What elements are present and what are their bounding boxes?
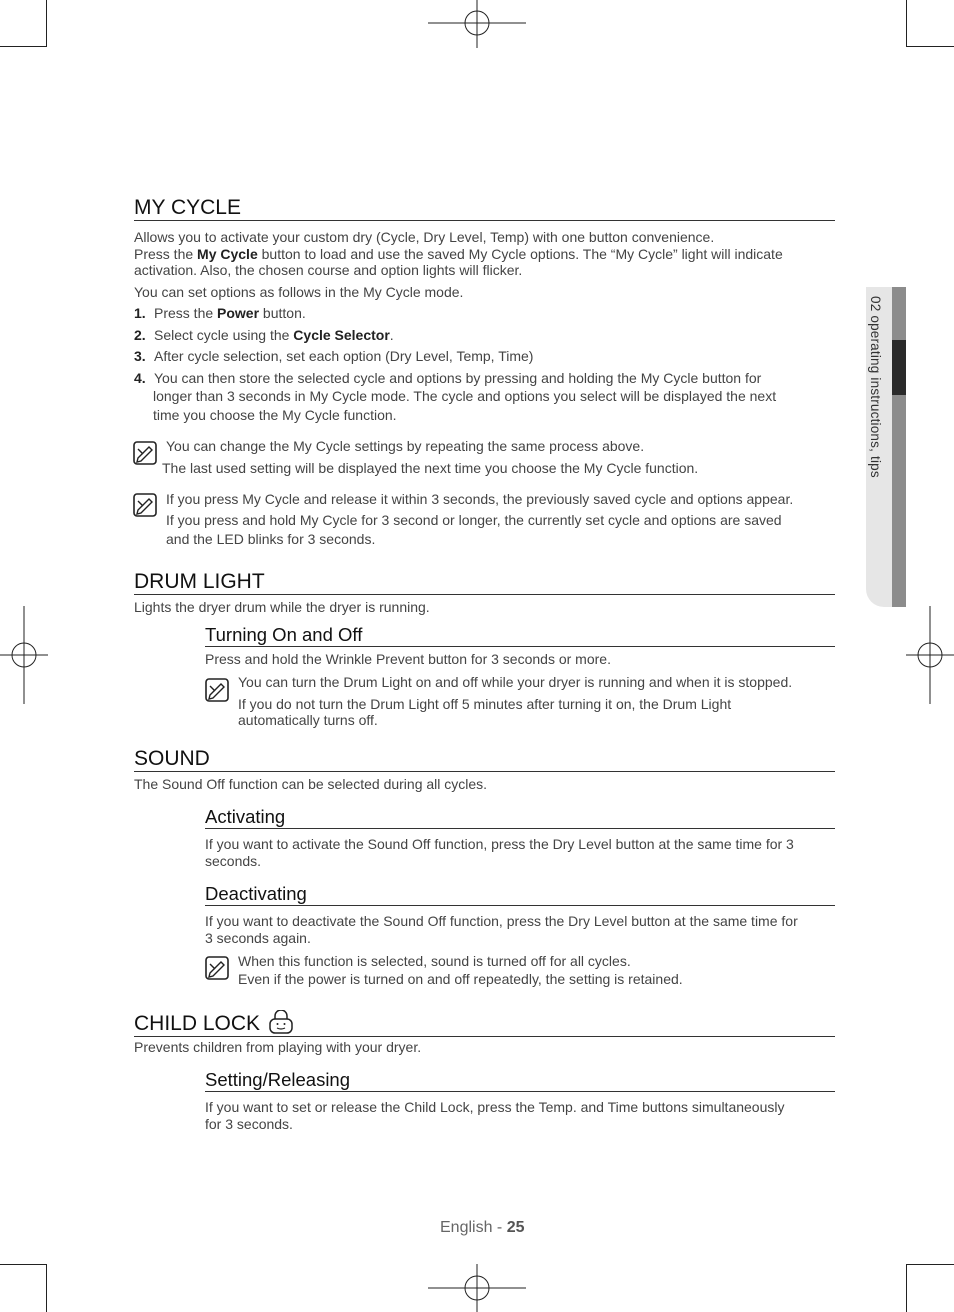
subsection-title-activating: Activating [205,806,835,829]
sound-note-line-2: Even if the power is turned on and off repeatedly, the setting is retained. [238,971,683,987]
child-lock-icon [268,1010,294,1034]
activating-line-1: If you want to activate the Sound Off function, press the Dry Level button at the same time for 3 [205,836,794,852]
crop-mark [46,0,47,47]
page-number: 25 [506,1219,525,1236]
section-title-my-cycle: MY CYCLE [134,196,835,221]
registration-mark-bottom [428,1262,526,1312]
my-cycle-intro-3: activation. Also, the chosen course and option lights will flicker. [134,262,523,278]
chapter-tab-marker [892,340,906,395]
deactivating-line-1: If you want to deactivate the Sound Off function, press the Dry Level button at the same time for [205,913,798,929]
note-icon [205,678,229,702]
note-icon [133,493,157,517]
subsection-title-deactivating: Deactivating [205,883,835,906]
my-cycle-intro-4: You can set options as follows in the My Cycle mode. [134,284,464,300]
drum-light-intro: Lights the dryer drum while the dryer is running. [134,599,430,615]
crop-mark [906,46,954,47]
deactivating-line-2: 3 seconds again. [205,930,311,946]
step-4: 4. You can then store the selected cycle and options by pressing and holding the My Cycle button for [134,370,762,386]
crop-mark [46,1264,47,1312]
section-title-drum-light: DRUM LIGHT [134,570,835,595]
sound-intro: The Sound Off function can be selected during all cycles. [134,776,488,792]
registration-mark-left [0,606,50,704]
note-2-line-3: and the LED blinks for 3 seconds. [166,531,376,547]
note-2-line-2: If you press and hold My Cycle for 3 second or longer, the currently set cycle and options are saved [166,512,782,528]
step-4-line-2: longer than 3 seconds in My Cycle mode. The cycle and options you select will be displayed the next [153,388,777,404]
crop-mark [0,46,47,47]
subsection-title-setting-releasing: Setting/Releasing [205,1069,835,1092]
drum-light-instruction: Press and hold the Wrinkle Prevent button for 3 seconds or more. [205,651,611,667]
crop-mark [906,1264,907,1312]
note-icon [205,956,229,980]
activating-line-2: seconds. [205,853,262,869]
chapter-tab-bar [892,287,906,607]
registration-mark-right [904,606,954,704]
child-lock-line-2: for 3 seconds. [205,1116,293,1132]
footer-language: English - [440,1219,507,1236]
crop-mark [0,1264,47,1265]
my-cycle-intro-1: Allows you to activate your custom dry (Cycle, Dry Level, Temp) with one button convenience. [134,229,715,245]
child-lock-line-1: If you want to set or release the Child Lock, press the Temp. and Time buttons simultaneously [205,1099,785,1115]
crop-mark [906,1264,954,1265]
drum-light-note-line-2: If you do not turn the Drum Light off 5 minutes after turning it on, the Drum Light [238,696,732,712]
note-icon [133,441,157,465]
crop-mark [906,0,907,47]
child-lock-intro: Prevents children from playing with your dryer. [134,1039,422,1055]
registration-mark-top [428,0,526,50]
sound-note-line-1: When this function is selected, sound is turned off for all cycles. [238,953,631,969]
step-3: 3. After cycle selection, set each option (Dry Level, Temp, Time) [134,348,534,364]
step-2: 2. Select cycle using the Cycle Selector. [134,327,394,343]
page-footer [440,1219,525,1237]
drum-light-note-line-3: automatically turns off. [238,712,378,728]
drum-light-note-line-1: You can turn the Drum Light on and off while your dryer is running and when it is stopped. [238,674,793,690]
note-1-line-1: You can change the My Cycle settings by repeating the same process above. [166,438,645,454]
section-title-sound: SOUND [134,747,835,772]
note-2-line-1: If you press My Cycle and release it within 3 seconds, the previously saved cycle and options appear. [166,491,794,507]
step-4-line-3: time you choose the My Cycle function. [153,407,397,423]
note-1-line-2: The last used setting will be displayed the next time you choose the My Cycle function. [162,460,699,476]
chapter-tab-label: 02 operating instructions, tips [868,296,883,478]
step-1: 1. Press the Power button. [134,305,306,321]
subsection-title-turning-on-off: Turning On and Off [205,624,835,647]
my-cycle-intro-2: Press the My Cycle button to load and use the saved My Cycle options. The “My Cycle” light will indicate [134,246,783,262]
section-title-child-lock: CHILD LOCK [134,1010,835,1037]
